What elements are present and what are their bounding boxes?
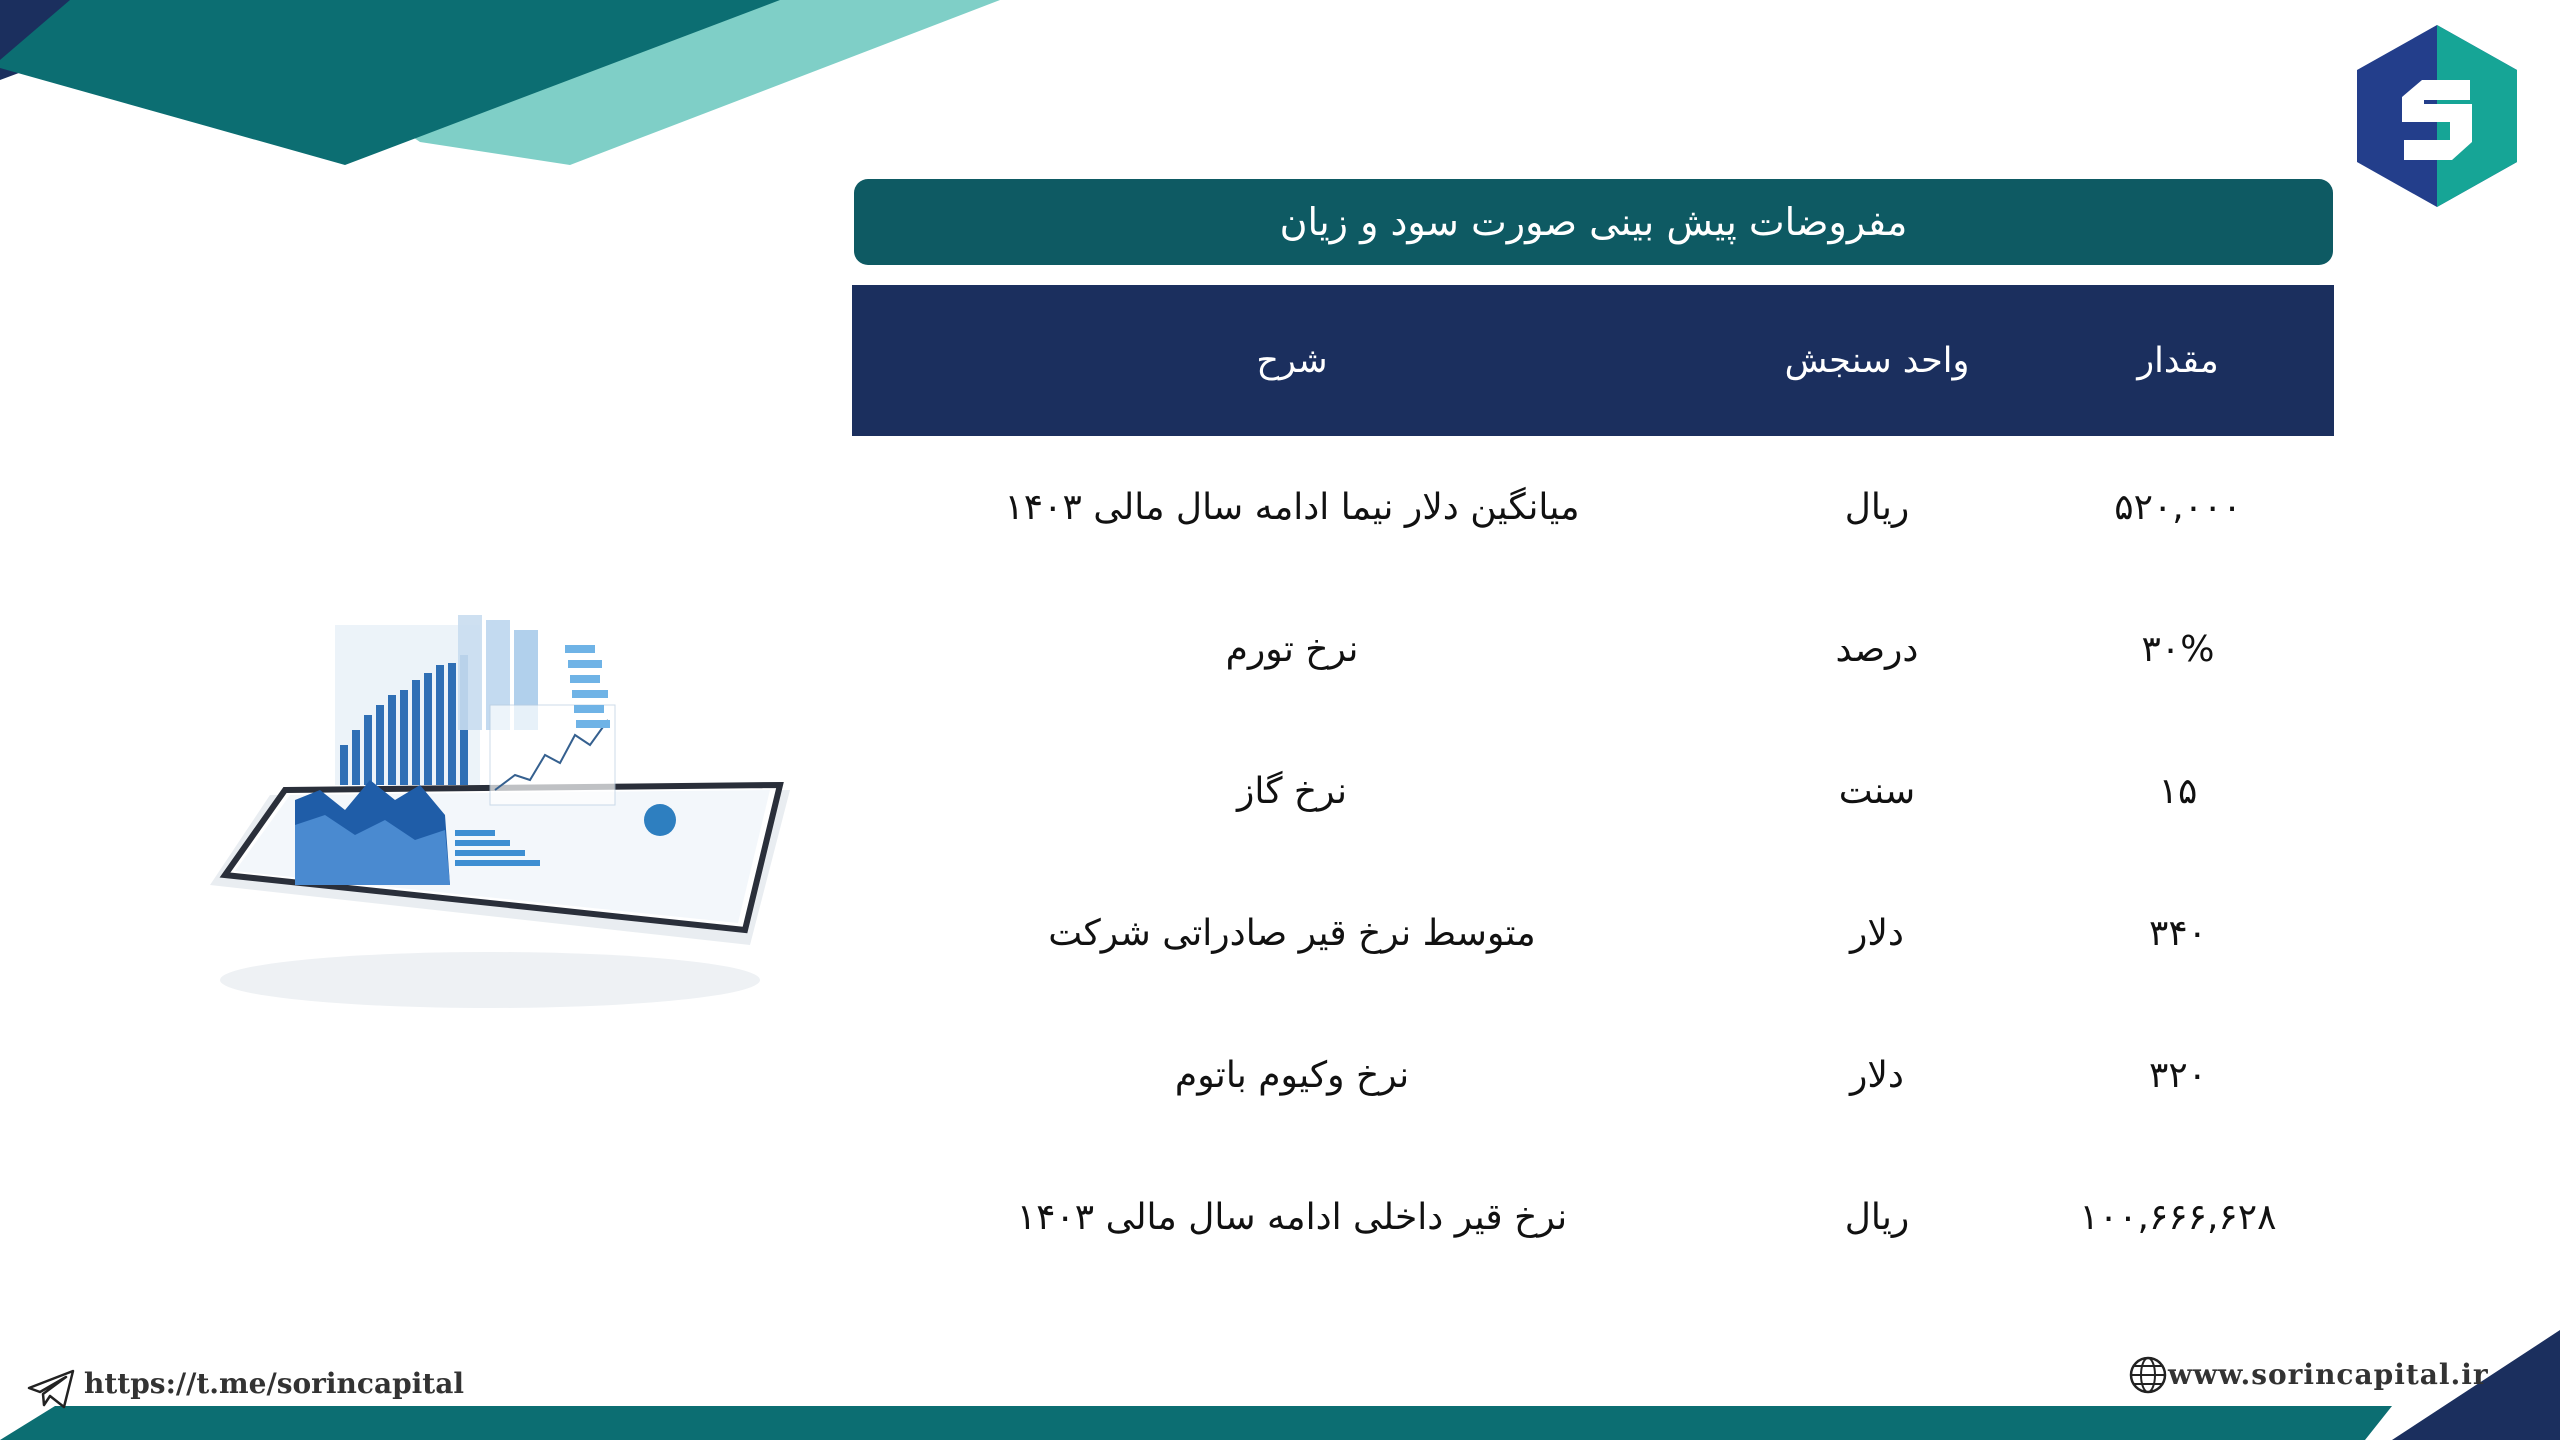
tablet-chart-illustration (190, 585, 810, 1025)
row-description: نرخ گاز (1236, 770, 1348, 812)
bottom-teal-band (0, 1406, 2392, 1440)
table-row (852, 1146, 2334, 1288)
row-unit: دلار (1850, 912, 1904, 954)
row-description: نرخ تورم (1225, 628, 1359, 670)
row-value: ۱۰۰,۶۶۶,۶۲۸ (2079, 1196, 2277, 1238)
table-row (852, 1004, 2334, 1146)
table-row (852, 720, 2334, 862)
table-row (852, 436, 2334, 578)
row-unit: ریال (1844, 486, 1910, 528)
row-value: ۳۰% (2141, 628, 2215, 670)
header-description: شرح (1256, 340, 1328, 381)
website-link[interactable]: www.sorincapital.ir (2168, 1358, 2489, 1391)
row-value: ۳۲۰ (2148, 1054, 2207, 1096)
telegram-icon (26, 1368, 76, 1410)
assumptions-table (852, 285, 2334, 1288)
globe-icon (2128, 1355, 2168, 1395)
row-value: ۳۴۰ (2148, 912, 2207, 954)
row-value: ۵۲۰,۰۰۰ (2114, 486, 2242, 528)
page-title-bar (854, 179, 2333, 265)
telegram-link[interactable]: https://t.me/sorincapital (84, 1367, 465, 1400)
page-title: مفروضات پیش بینی صورت سود و زیان (1279, 200, 1908, 244)
row-unit: دلار (1850, 1054, 1904, 1096)
row-description: نرخ وکیوم باتوم (1174, 1054, 1410, 1096)
row-unit: ریال (1844, 1196, 1910, 1238)
table-header (852, 285, 2334, 436)
table-row (852, 862, 2334, 1004)
row-unit: درصد (1835, 628, 1919, 670)
row-unit: سنت (1838, 770, 1916, 812)
header-value: مقدار (2137, 340, 2219, 381)
row-description: میانگین دلار نیما ادامه سال مالی ۱۴۰۳ (1004, 486, 1580, 528)
sorin-logo-icon (2352, 22, 2522, 212)
header-unit: واحد سنجش (1784, 340, 1970, 381)
row-description: نرخ قیر داخلی ادامه سال مالی ۱۴۰۳ (1016, 1196, 1568, 1238)
table-row (852, 578, 2334, 720)
row-description: متوسط نرخ قیر صادراتی شرکت (1048, 912, 1536, 954)
row-value: ۱۵ (2158, 770, 2198, 812)
